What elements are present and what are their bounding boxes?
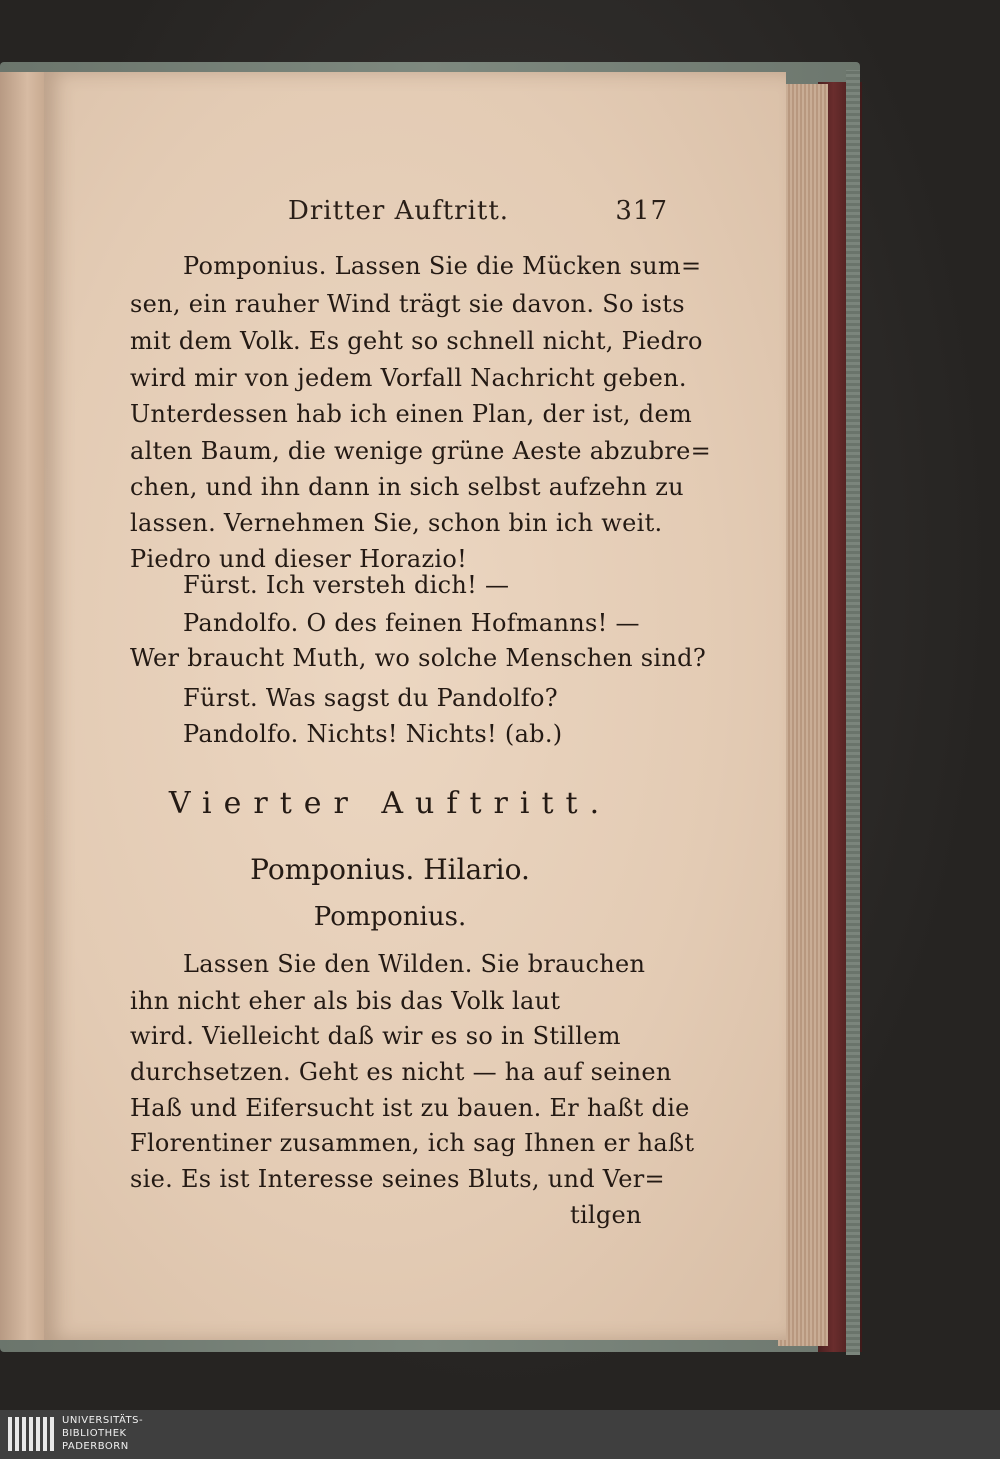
text-line: mit dem Volk. Es geht so schnell nicht, Piedro bbox=[130, 327, 703, 355]
text-line: durchsetzen. Geht es nicht — ha auf seinen bbox=[130, 1058, 672, 1086]
text-line: Lassen Sie den Wilden. Sie brauchen bbox=[183, 950, 646, 978]
book-spine-cloth bbox=[846, 70, 860, 1355]
speaker-name: Pomponius. bbox=[313, 902, 467, 932]
text-line: alten Baum, die wenige grüne Aeste abzubre= bbox=[130, 437, 712, 465]
text-line: wird mir von jedem Vorfall Nachricht geben. bbox=[130, 364, 687, 392]
text-line: Fürst. Ich versteh dich! — bbox=[183, 571, 510, 599]
text-line: Florentiner zusammen, ich sag Ihnen er haßt bbox=[130, 1129, 695, 1157]
text-line: Piedro und dieser Horazio! bbox=[130, 545, 468, 573]
text-line: wird. Vielleicht daß wir es so in Stillem bbox=[130, 1022, 621, 1050]
library-footer bbox=[0, 1410, 1000, 1459]
library-line-1: UNIVERSITÄTS- bbox=[62, 1415, 144, 1426]
running-head bbox=[288, 196, 668, 226]
text-line: Pomponius. Lassen Sie die Mücken sum= bbox=[183, 252, 702, 280]
facing-page-edge bbox=[0, 72, 46, 1340]
text-line: sie. Es ist Interesse seines Bluts, und Ver= bbox=[130, 1165, 665, 1193]
text-line: ihn nicht eher als bis das Volk laut bbox=[130, 987, 561, 1015]
text-line: lassen. Vernehmen Sie, schon bin ich weit. bbox=[130, 509, 663, 537]
text-line: Pandolfo. Nichts! Nichts! (ab.) bbox=[183, 720, 563, 748]
text-line: Haß und Eifersucht ist zu bauen. Er haßt die bbox=[130, 1094, 690, 1122]
text-line: Pandolfo. O des feinen Hofmanns! — bbox=[183, 609, 640, 637]
scene-heading: Vierter Auftritt. bbox=[168, 786, 612, 821]
library-name bbox=[62, 1414, 143, 1453]
page-number: 317 bbox=[615, 196, 668, 226]
text-line: sen, ein rauher Wind trägt sie davon. So ists bbox=[130, 290, 685, 318]
text-line: chen, und ihn dann in sich selbst aufzehn zu bbox=[130, 473, 684, 501]
library-logo-icon bbox=[8, 1417, 54, 1451]
catchword: tilgen bbox=[570, 1201, 642, 1229]
library-line-3: PADERBORN bbox=[62, 1441, 129, 1452]
running-head-title: Dritter Auftritt. bbox=[288, 196, 510, 226]
scene-persons: Pomponius. Hilario. bbox=[250, 853, 530, 886]
text-line: Unterdessen hab ich einen Plan, der ist, dem bbox=[130, 400, 693, 428]
text-line: Fürst. Was sagst du Pandolfo? bbox=[183, 684, 558, 712]
text-line: Wer braucht Muth, wo solche Menschen sind? bbox=[130, 644, 706, 672]
library-line-2: BIBLIOTHEK bbox=[62, 1428, 127, 1439]
